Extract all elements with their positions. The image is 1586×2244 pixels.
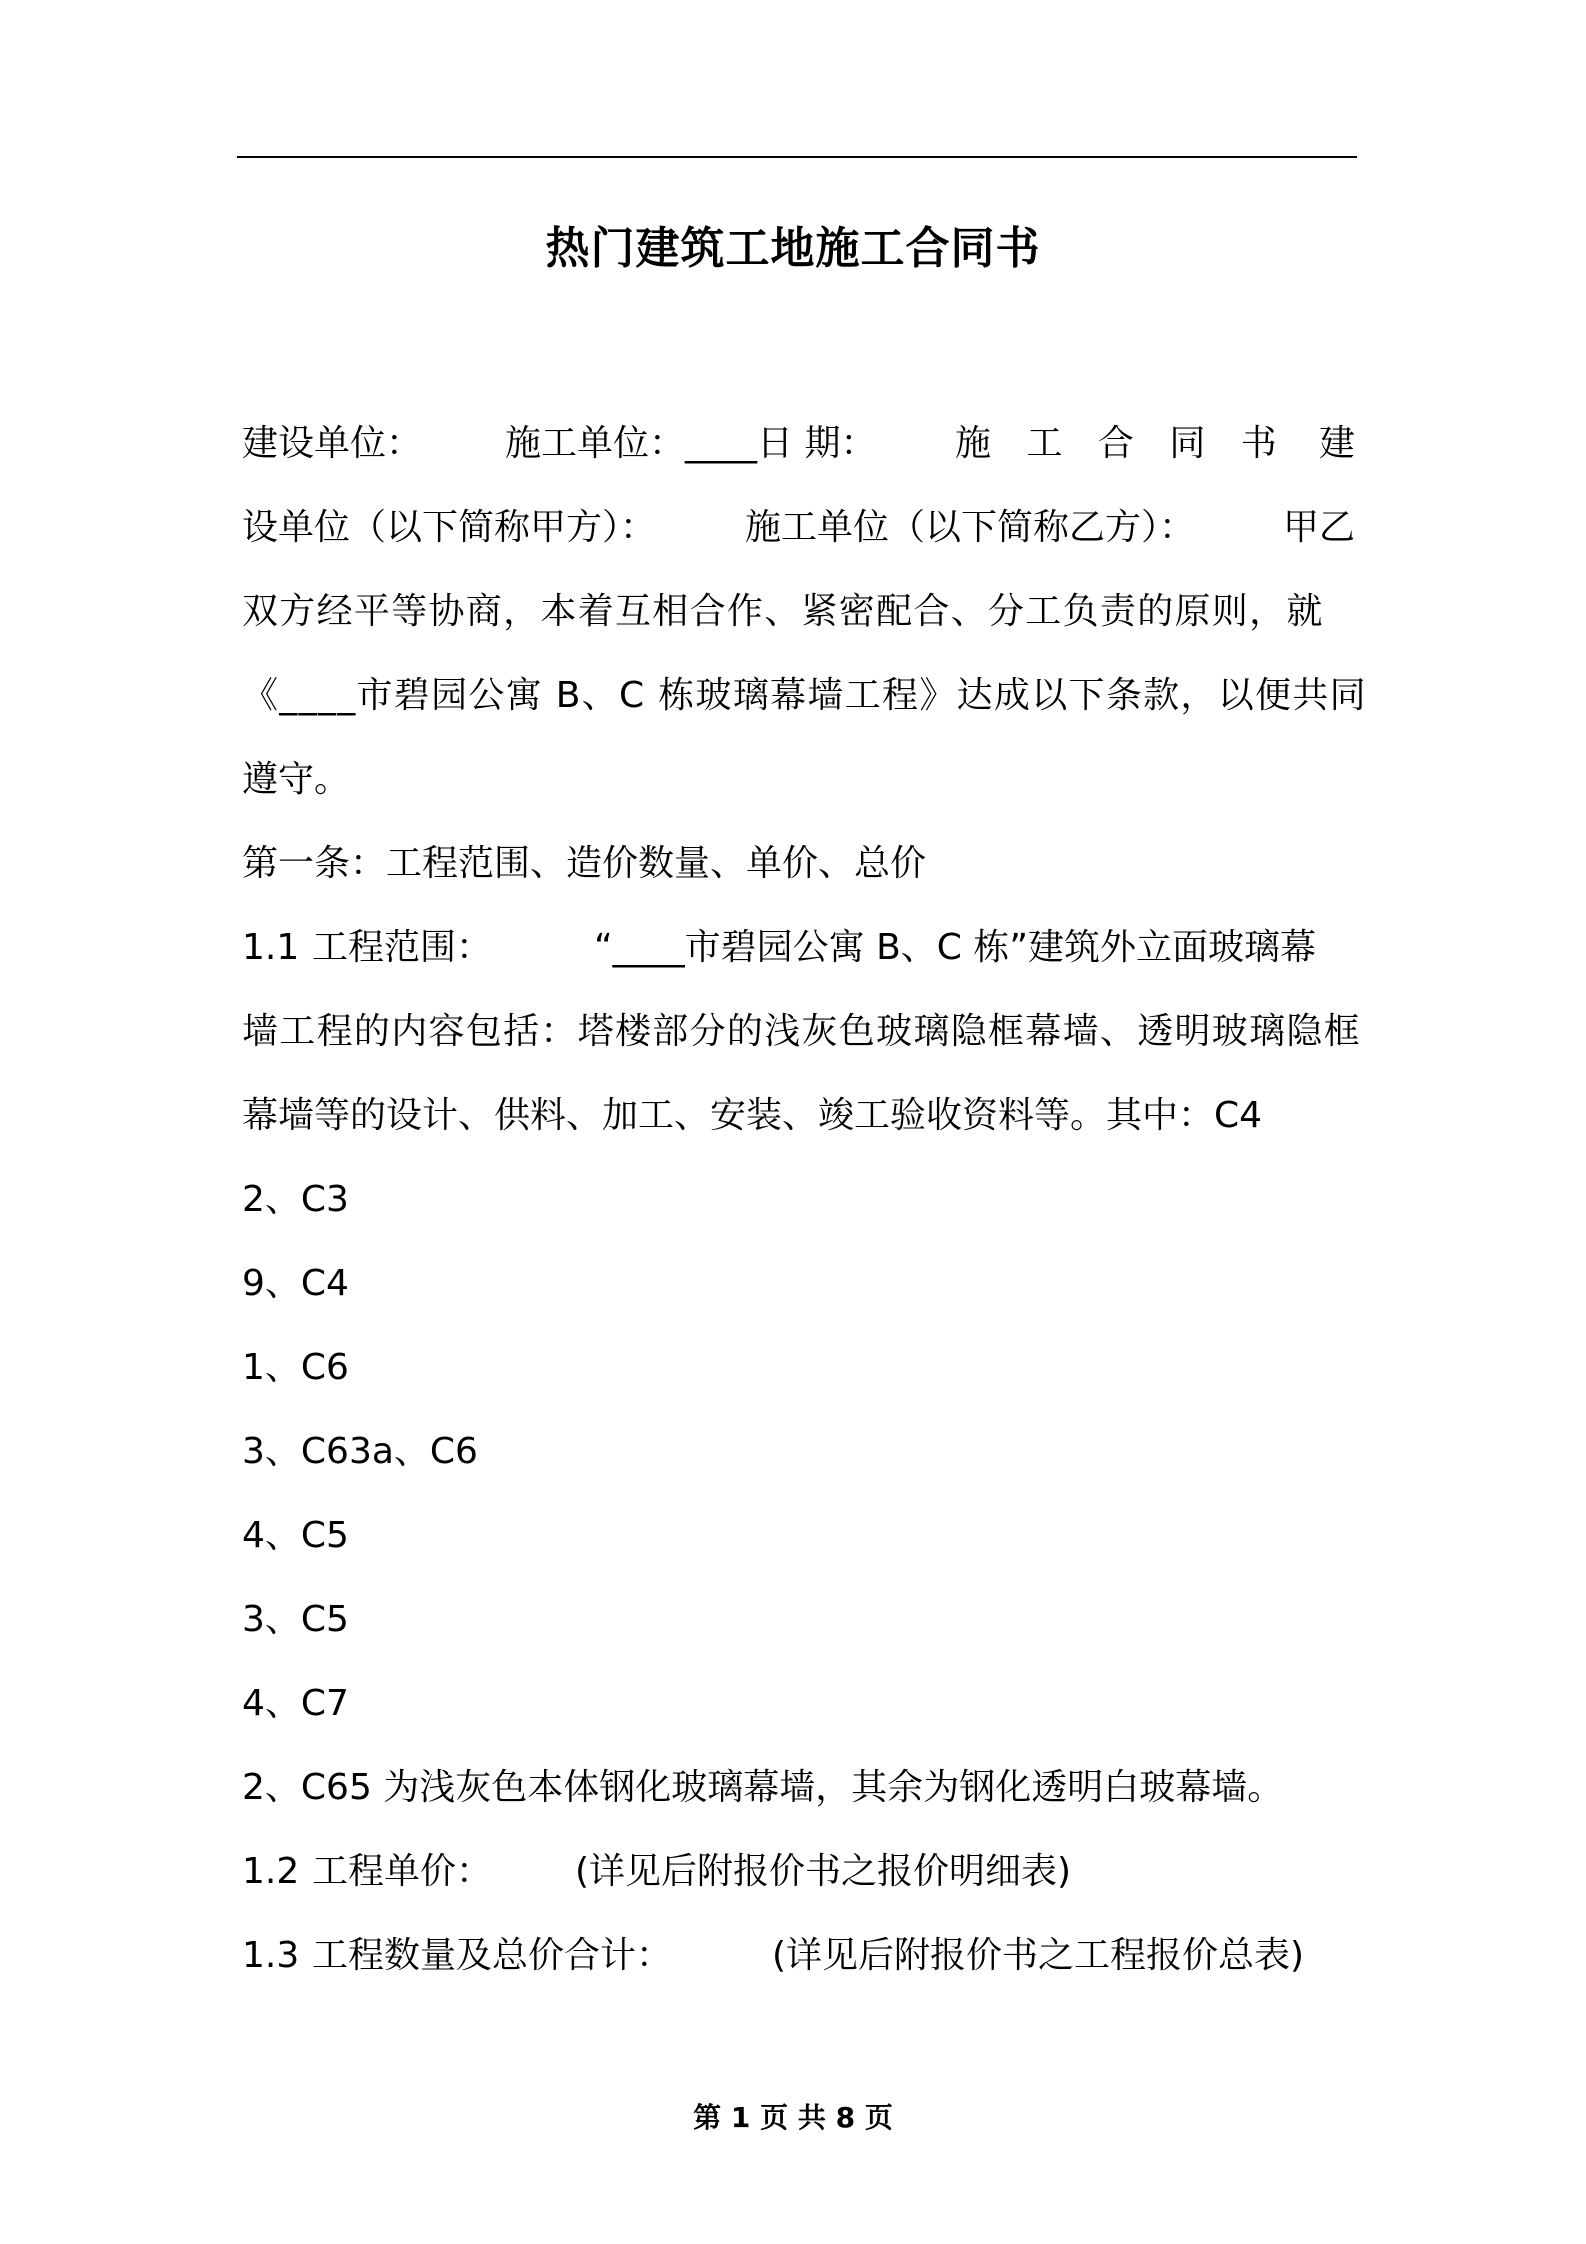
section-label: 工程范围： xyxy=(312,927,493,968)
intro-line-3: 双方经平等协商，本着互相合作、紧密配合、分工负责的原则，就 xyxy=(242,591,1324,632)
article-1-heading: 第一条：工程范围、造价数量、单价、总价 xyxy=(242,843,927,884)
section-number: 1.3 xyxy=(242,1935,300,1976)
section-1-1-cont: 幕墙等的设计、供料、加工、安装、竣工验收资料等。其中：C4 xyxy=(242,1095,1263,1136)
list-item: 3、C5 xyxy=(242,1599,349,1640)
document-body xyxy=(242,402,1367,1998)
intro-line-2 xyxy=(242,486,1356,570)
section-text: (详见后附报价书之报价明细表) xyxy=(575,1851,1072,1892)
section-1-1-cont: 墙工程的内容包括：塔楼部分的浅灰色玻璃隐框幕墙、透明玻璃隐框 xyxy=(242,1011,1362,1052)
section-number: 1.1 xyxy=(242,927,300,968)
list-item: 1、C6 xyxy=(242,1347,349,1388)
section-1-2 xyxy=(242,1830,1356,1914)
intro-text-wrap: 甲乙 xyxy=(1282,507,1355,548)
intro-line-5: 遵守。 xyxy=(242,759,351,800)
section-text: “____市碧园公寓 B、C 栋”建筑外立面玻璃幕 xyxy=(594,927,1317,968)
list-item: 9、C4 xyxy=(242,1263,349,1304)
document-title: 热门建筑工地施工合同书 xyxy=(545,223,1041,274)
party-a-full-label: 设单位（以下简称甲方）： xyxy=(242,507,657,548)
intro-line-1 xyxy=(242,402,1356,486)
intro-line-4: 《____市碧园公寓 B、C 栋玻璃幕墙工程》达成以下条款，以便共同 xyxy=(242,675,1367,716)
party-a-label: 建设单位： xyxy=(242,423,423,464)
list-item: 2、C65 为浅灰色本体钢化玻璃幕墙，其余为钢化透明白玻幕墙。 xyxy=(242,1767,1284,1808)
section-label: 工程数量及总价合计： xyxy=(312,1935,673,1976)
page-footer: 第 1 页 共 8 页 xyxy=(693,2101,893,2134)
section-1-3 xyxy=(242,1914,1356,1998)
section-1-1 xyxy=(242,906,1356,990)
list-item: 4、C5 xyxy=(242,1515,349,1556)
party-b-date-label: 施工单位：____日 期： xyxy=(505,423,877,464)
section-label: 工程单价： xyxy=(312,1851,493,1892)
list-item: 4、C7 xyxy=(242,1683,349,1724)
intro-text-wrap: 建 xyxy=(1318,423,1355,464)
list-item: 2、C3 xyxy=(242,1179,349,1220)
header-rule xyxy=(237,156,1357,158)
contract-heading-inline: 施 工 合 同 书 xyxy=(955,423,1289,464)
list-item: 3、C63a、C6 xyxy=(242,1431,478,1472)
party-b-full-label: 施工单位（以下简称乙方）： xyxy=(745,507,1196,548)
section-number: 1.2 xyxy=(242,1851,300,1892)
section-text: (详见后附报价书之工程报价总表) xyxy=(772,1935,1305,1976)
